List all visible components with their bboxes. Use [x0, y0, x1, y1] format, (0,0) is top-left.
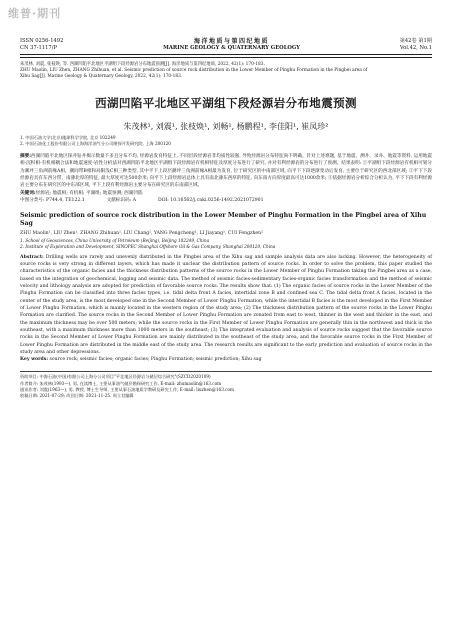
- document-code: 文献标识码: A: [106, 197, 137, 203]
- citation: [20, 62, 432, 81]
- authors-cn: 朱茂林¹, 刘震¹, 张枝焕¹, 刘畅¹, 杨鹏程¹, 李佳阳¹, 崔凤珍²: [123, 121, 329, 131]
- volume-cn: 第42卷 第1期: [399, 38, 432, 44]
- affiliation-en-2: 2. Institute of Exploration and Development, SINOPEC Shanghai Offshore Oil & Gas Company, Shanghai 200120, China: [20, 243, 276, 249]
- keywords-cn-label: 关键词:: [20, 190, 36, 196]
- footnote-rule: [20, 371, 432, 372]
- footnote-corresponding: 通讯作者: 刘震(1963—), 男, 教授, 博士生导师, 主要从事石油地质学教研及研究工作, E-mail: liuzhen@163.com: [20, 386, 235, 392]
- journal-header: [20, 38, 432, 52]
- footnote-dates: 收稿日期: 2021-07-29; 改回日期: 2021-11-25. 周立君编辑: [20, 393, 134, 399]
- watermark: 维普·期刊: [8, 7, 62, 20]
- affiliations-en: [20, 238, 432, 250]
- keywords-cn: [20, 190, 432, 197]
- affiliation-en-1: 1. School of Geosciences, China University of Petroleum (Beijing), Beijing 102249, China: [20, 237, 210, 243]
- cn-number: CN 37-1117/P: [20, 45, 57, 51]
- affiliations-cn: [20, 135, 432, 147]
- keywords-en: [20, 356, 432, 363]
- abstract-cn-label: 摘要:: [20, 153, 32, 159]
- header-right: [400, 38, 432, 52]
- keywords-cn-text: 烃源岩; 地震相; 有机相; 平湖组; 地震预测; 西湖凹陷: [35, 190, 143, 196]
- header-left: [20, 38, 63, 52]
- affiliation-cn-2: 2. 中国石油化工股份有限公司上海海洋油气分公司勘探开发研究院, 上海 200120: [20, 140, 171, 146]
- footnote-funding: 资助项目: 中海石油(中国)有限公司上海分公司项目"平北地区烃源岩与储层综合研究"(SZCD2020109): [20, 374, 211, 380]
- abstract-cn-text: 西湖凹陷平北地区探井钻井揭示数量不多且分布不均, 烃源岩发育特征上, 不同层段烃源岩非均质性较强, 导致烃源岩分布特征尚不明确。针对上述难题, 基于地震、测井、录井、地震等资料, 运用地震相-沉积相-有机相耦合法和地震速度-岩性分析法对西湖凹陷平北地区平湖组下段烃源岩有机相特征及厚度分布进行了研究, 并对有利烃源岩的分布进行了预测。结果表明: ①平湖组下段烃源岩有机相可划分为潮坪三角洲前缘A相、潮间带B相和局限浅C相三种类型, 其中平下上段层潮坪三角洲前缘A相最为发育, 位于研究区的中南部区域, 向平下下段逐渐变动后发育, 主要位于研究区的西北部区域; ②平下下段烃源岩具有东西分带、南薄北厚的特征, 最大厚度可达500余米; 向平下上段烃源岩总体上具有南北薄东西厚的特征, 向东南方向厚度最高可达1000余米; ③依据烃源岩分析综合分析认为, 平下下段有利烃源岩主要分布在研究区的中东部区域, 平下上段有利烃源岩主要分布在研究区的东南部区域。: [20, 153, 432, 189]
- footnotes: [20, 374, 432, 399]
- abstract-en: [20, 254, 432, 357]
- header-center: [163, 38, 300, 52]
- header-rule: [20, 54, 432, 58]
- abstract-cn: [20, 153, 432, 190]
- abstract-en-label: Abstract:: [20, 254, 44, 260]
- keywords-en-label: Key words:: [20, 357, 49, 363]
- issn: ISSN 0256-1492: [20, 38, 64, 44]
- paper-page: [20, 8, 432, 400]
- clc-number: 中图分类号: P744.4, TE122.1: [20, 197, 85, 203]
- journal-name-cn: 海洋地质与第四纪地质: [194, 38, 270, 45]
- title-cn: 西湖凹陷平北地区平湖组下段烃源岩分布地震预测: [95, 95, 357, 110]
- citation-en-line2: Xihu Sag[J]. Marine Geology & Quaternary Geology, 2022, 42(1): 170-183.: [20, 74, 183, 80]
- journal-name-en: MARINE GEOLOGY & QUATERNARY GEOLOGY: [163, 45, 300, 51]
- keywords-en-text: source rock; seismic facies; organic facies; Pinghu Formation; seismic prediction; Xihu sag: [49, 357, 262, 363]
- title-en: Seismic prediction of source rock distribution in the Lower Member of Pinghu Formation in the Pingbei area of Xihu Sag: [20, 211, 427, 228]
- affiliation-cn-1: 1. 中国石油大学(北京)地球科学学院, 北京 102249: [20, 134, 116, 140]
- volume-en: Vol.42, No.1: [399, 45, 432, 51]
- footnote-author: 作者简介: 朱茂林(1993—), 男, 在读博士, 主要从事油气储层勘探研究工作, E-mail: zhumaolin@163.com: [20, 380, 222, 386]
- classification-line: [20, 197, 432, 204]
- citation-cn: 朱茂林, 刘震, 张枝焕, 等. 西湖凹陷平北地区平湖组下段烃源岩分布地震预测[J]. 海洋地质与第四纪地质, 2022, 42(1): 170-183.: [20, 61, 265, 67]
- abstract-en-text: Drilling wells are rarely and unevenly distributed in the Pingbei area of the Xihu sag and sample analysis data are also lacking. However, the heterogeneity of source rocks is very strong in different layers, which has made it unclear the distribution pattern of source rocks. In order to solve the problem, this paper studied the characteristics of the organic facies and the thickness distribution patterns of the source rocks in the Lower Member of Pinghu Formation taking the Pingbei area as a case, based on the integration of geochemical, logging and seismic data. The method of seismic facies-sedimentary facies-organic facies transformation and the method of seismic velocity and lithology analysis are adopted for prediction of favorable source rocks. The results show that: (1) The organic facies of source rocks in the Lower Member of the Pinghu Formation can be classified into three facies types, i.e. tidal delta front A facies, intertidal zone B and confined sea C. The tidal delta front A facies, located in the center of the study area, is the most developed one in the Second Member of Lower Pinghu Formation, while the intertidal B facies is the most developed in the First Member of Lower Pinghu Formation, which is mainly located in the western region of the study area; (2) The thickness distribution pattern of the source rocks in the Lower Pinghu Formation are clarified. The source rocks in the Second Member of Lower Pinghu Formation are zonated from east to west, thinner in the west and thicker in the east, and the maximum thickness may be over 500 meters; while the source rocks in the First Member of Lower Pinghu Formation are generally thin in the northwest and thick in the southeast, with a maximum thickness more than 1000 meters in the southeast; (3) The integrated evaluation and analysis of source rocks suggest that the favorable source rocks in the Second Member of Lower Pinghu Formation are mainly distributed in the southeast of the study area, and the favorable source rocks in the First Member of Lower Pinghu Formation are distributed in the middle east of the study area. The research results are significant to the early prediction and evaluation of source rocks in the study area and other depressions.: [20, 254, 432, 355]
- citation-en-line1: ZHU Maolin, LIU Zhen, ZHANG Zhihuan, et al. Seismic prediction of source rock distribution in the Lower Member of Pinghu Formation in the Pingbei area of: [20, 67, 368, 73]
- doi: DOI: 10.16562/j.cnki.0256-1492.2021072901: [158, 197, 264, 203]
- authors-en: ZHU Maolin¹, LIU Zhen¹, ZHANG Zhihuan¹, LIU Chang¹, YANG Pengcheng¹, LI Jiayang¹, CUI Fengzhen²: [20, 230, 263, 236]
